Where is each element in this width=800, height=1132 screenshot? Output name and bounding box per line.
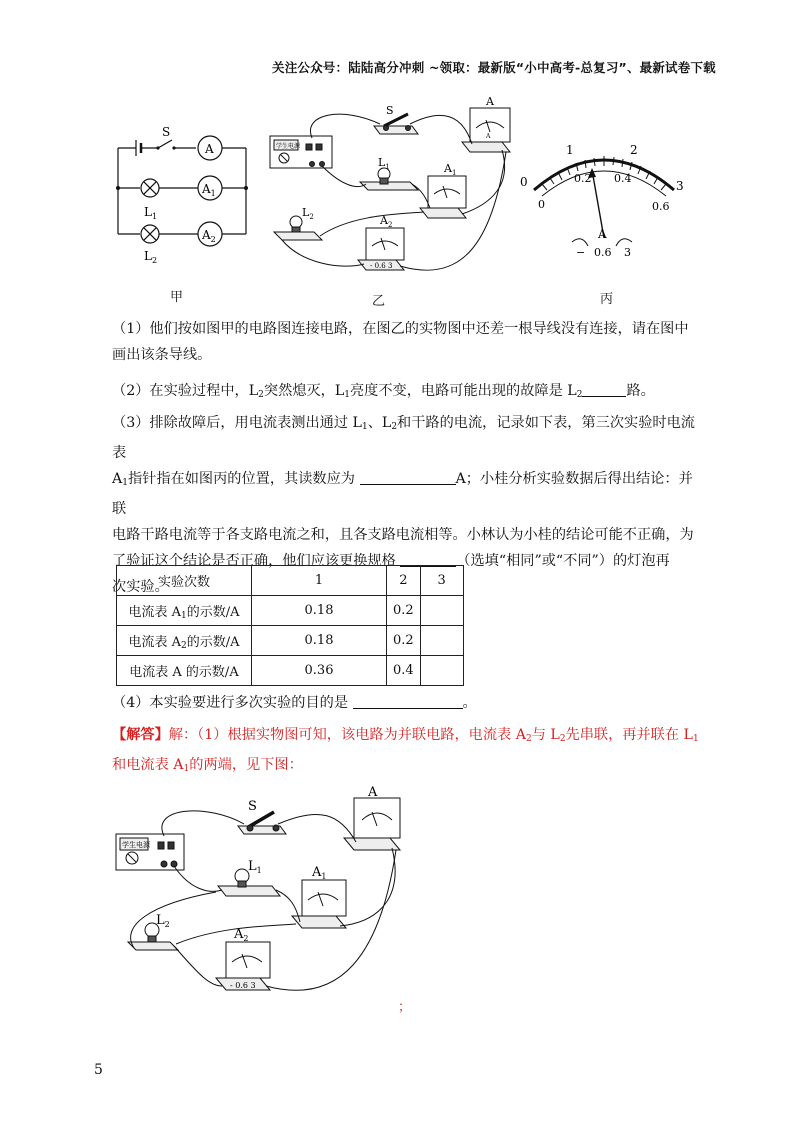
terminal-label: - 0.6 3 — [230, 981, 256, 990]
meter-a-label: A — [368, 786, 378, 800]
outer-scale-3: 3 — [676, 179, 684, 193]
answer-tag: 【解答】 — [112, 727, 169, 743]
table-row — [117, 656, 464, 686]
ammeter1-label: $A_1$ — [202, 182, 216, 198]
figure-jia-circuit-diagram — [108, 122, 258, 272]
answer-figure-circuit — [110, 786, 410, 1012]
table-row — [117, 626, 464, 656]
outer-scale-1: 1 — [566, 143, 574, 157]
table-cell: 0.2 — [387, 626, 421, 656]
table-cell: 0.4 — [387, 656, 421, 686]
switch-label: S — [162, 125, 171, 139]
page-number: 5 — [94, 1062, 103, 1078]
lamp2-label: $L_2$ — [156, 913, 170, 929]
table-header-row — [117, 566, 464, 596]
inner-scale-0: 0 — [538, 198, 545, 211]
meter-a1-label: $A_1$ — [312, 865, 327, 881]
switch-label: S — [386, 104, 394, 117]
inner-scale-02: 0.2 — [574, 172, 592, 185]
meter-a2-label: $A_2$ — [234, 927, 249, 943]
question-2: （2）在实验过程中，$L_2$突然熄灭，$L_1$亮度不变，电路可能出现的故障是 $L_2$ 路。 — [112, 383, 655, 400]
meter-a-dial-label: A — [486, 133, 491, 140]
table-cell: 0.18 — [252, 596, 387, 626]
meter-a2-label: $A_2$ — [380, 214, 393, 229]
data-table — [116, 565, 464, 686]
terminal-label: - 0.6 3 — [370, 262, 393, 270]
figure-yi-caption: 乙 — [372, 294, 386, 309]
table-header-cell: 1 — [252, 566, 387, 596]
terminal-minus: − — [576, 246, 586, 259]
inner-scale-06: 0.6 — [652, 200, 670, 213]
table-row — [117, 596, 464, 626]
table-cell — [420, 656, 463, 686]
meter-unit-label: A — [598, 227, 607, 241]
table-row-label: 电流表 $A_1$的示数/A — [117, 596, 252, 626]
figure-bing-ammeter-dial — [512, 134, 692, 274]
table-row-label: 电流表 A 的示数/A — [117, 656, 252, 686]
inner-scale-04: 0.4 — [614, 172, 632, 185]
lamp1-label: $L_1$ — [248, 859, 262, 875]
answer-text: 【解答】解：（1）根据实物图可知，该电路为并联电路，电流表 $A_2$与 $L_2$先串联，再并联在 $L_1$ 和电流表 $A_1$的两端，见下图： — [112, 727, 699, 774]
answer-blank-4[interactable] — [353, 694, 463, 709]
table-row-label: 电流表 $A_2$的示数/A — [117, 626, 252, 656]
question-1: （1）他们按如图甲的电路图连接电路，在图乙的实物图中还差一根导线没有连接，请在图中画出该条导线。 — [112, 321, 689, 363]
table-cell — [420, 596, 463, 626]
table-cell: 0.18 — [252, 626, 387, 656]
figure-yi-physical-circuit — [262, 94, 522, 284]
lamp2-label: $L_2$ — [144, 249, 158, 265]
answer-semicolon: ； — [398, 1000, 412, 1015]
lamp1-label: $L_1$ — [378, 156, 390, 171]
power-supply-label: 学生电源 — [276, 143, 301, 150]
question-4: （4）本实验要进行多次实验的目的是 。 — [112, 695, 477, 711]
table-cell: 0.36 — [252, 656, 387, 686]
terminal-3: 3 — [624, 246, 631, 259]
table-header-cell: 实验次数 — [117, 566, 252, 596]
terminal-06: 0.6 — [594, 246, 612, 259]
question-3: （3）排除故障后，用电流表测出通过 $L_1$、$L_2$和干路的电流，记录如下表，第三次实验时电流表 $A_1$指针指在如图丙的位置，其读数应为 A；小桂分析实验数据后得出结论：并联 电路干路电流等于各支路电流之和，且各支路电流相等。小林认为小桂的结论可能不正确，为 了验证这个结论是否正确，他们应该更换规格 （选填“相同”或“不同”）的灯泡再 次实验。 — [112, 415, 695, 595]
lamp1-label: $L_1$ — [144, 205, 158, 221]
table-header-cell: 3 — [420, 566, 463, 596]
table-cell: 0.2 — [387, 596, 421, 626]
ammeter2-label: $A_2$ — [202, 228, 216, 244]
power-supply-label: 学生电源 — [122, 841, 150, 849]
table-cell — [420, 626, 463, 656]
meter-a1-label: $A_1$ — [444, 162, 457, 177]
page-header: 关注公众号：陆陆高分冲刺 ~领取：最新版“小中高考-总复习”、最新试卷下载 — [272, 60, 716, 75]
meter-a-label: A — [486, 95, 494, 108]
switch-label: S — [248, 799, 257, 814]
outer-scale-2: 2 — [630, 143, 638, 157]
outer-scale-0: 0 — [520, 175, 528, 189]
answer-blank-2[interactable] — [582, 382, 626, 397]
ammeter-label: A — [205, 142, 214, 156]
figure-bing-caption: 丙 — [600, 292, 614, 307]
table-header-cell: 2 — [387, 566, 421, 596]
lamp2-label: $L_2$ — [302, 206, 314, 221]
answer-blank-3a[interactable] — [360, 470, 456, 485]
figure-jia-caption: 甲 — [170, 290, 184, 305]
